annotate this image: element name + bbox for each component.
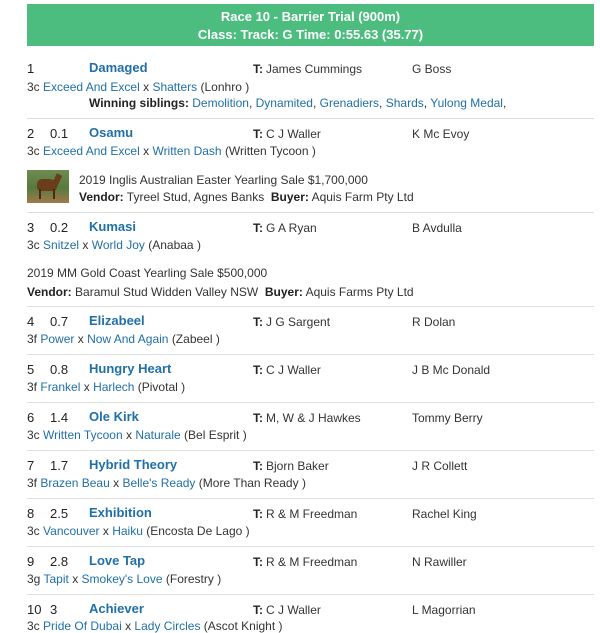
vendor-label: Vendor: (27, 285, 72, 299)
separator: , (248, 96, 253, 110)
buyer-name: Aquis Farm Pty Ltd (311, 190, 414, 204)
trainer-prefix: T: (253, 603, 263, 617)
jockey-name: Rachel King (412, 507, 477, 521)
sire-link[interactable]: Vancouver (43, 524, 100, 538)
age-sex: 3c (27, 428, 40, 442)
breeding-line (27, 428, 247, 442)
runner-position: 1 (27, 61, 35, 76)
jockey-name: J B Mc Donald (412, 363, 491, 377)
trainer-prefix: T: (253, 507, 263, 521)
age-sex: 3f (27, 380, 38, 394)
breeding-line (27, 332, 220, 346)
sibling-link[interactable]: Demolition (192, 96, 249, 110)
age-sex: 3c (27, 524, 40, 538)
runner-position: 9 (27, 554, 35, 569)
damsire: (More Than Ready ) (198, 476, 306, 490)
age-sex: 3c (27, 144, 40, 158)
buyer-label: Buyer: (264, 285, 303, 299)
runner-margin: 0.2 (50, 220, 69, 235)
dam-link[interactable]: Written Dash (152, 144, 222, 158)
sire-link[interactable]: Exceed And Excel (43, 80, 140, 94)
cross-symbol: x (125, 428, 132, 442)
runner-name[interactable]: Exhibition (89, 505, 152, 520)
runner-position: 10 (27, 602, 42, 617)
vendor-name: Tyreel Stud, Agnes Banks (126, 190, 265, 204)
race-subtitle: Class: Track: G Time: 0:55.63 (35.77) (197, 27, 424, 42)
runner-name[interactable]: Achiever (89, 601, 144, 616)
trainer-name: R & M Freedman (266, 507, 358, 521)
runner-name[interactable]: Kumasi (89, 219, 136, 234)
runner-name[interactable]: Ole Kirk (89, 409, 139, 424)
breeding-line (27, 524, 250, 538)
cross-symbol: x (83, 380, 90, 394)
sale-info: 2019 MM Gold Coast Yearling Sale $500,000 (27, 266, 268, 280)
sire-link[interactable]: Power (40, 332, 75, 346)
runner-margin: 1.7 (50, 458, 69, 473)
dam-link[interactable]: Now And Again (87, 332, 169, 346)
breeding-line (27, 476, 306, 490)
age-sex: 3f (27, 476, 38, 490)
age-sex: 3c (27, 619, 40, 633)
race-header (27, 4, 594, 46)
divider (27, 306, 594, 307)
divider (27, 546, 594, 547)
trainer-name: Bjorn Baker (266, 459, 329, 473)
cross-symbol: x (113, 476, 120, 490)
runner-margin: 2.8 (50, 554, 69, 569)
runner-position: 4 (27, 314, 35, 329)
age-sex: 3g (27, 572, 41, 586)
age-sex: 3f (27, 332, 38, 346)
dam-link[interactable]: Harlech (93, 380, 135, 394)
runner-position: 6 (27, 410, 35, 425)
vendor-buyer (79, 190, 414, 204)
vendor-name: Baramul Stud Widden Valley NSW (75, 285, 259, 299)
separator: , (312, 96, 317, 110)
sibling-link[interactable]: Grenadiers (319, 96, 380, 110)
age-sex: 3c (27, 80, 40, 94)
jockey-name: L Magorrian (412, 603, 476, 617)
runner-name[interactable]: Elizabeel (89, 313, 145, 328)
sire-link[interactable]: Frankel (40, 380, 81, 394)
dam-link[interactable]: Belle's Ready (122, 476, 196, 490)
damsire: (Bel Esprit ) (184, 428, 247, 442)
jockey-name: N Rawiller (412, 555, 467, 569)
sibling-link[interactable]: Yulong Medal (430, 96, 503, 110)
divider (27, 498, 594, 499)
trainer-name: M, W & J Hawkes (266, 411, 361, 425)
damsire: (Ascot Knight ) (203, 619, 283, 633)
trainer-prefix: T: (253, 363, 263, 377)
runner-name[interactable]: Osamu (89, 125, 134, 140)
damsire: (Lonhro ) (200, 80, 250, 94)
trainer-name: C J Waller (266, 603, 321, 617)
sire-link[interactable]: Snitzel (43, 238, 80, 252)
sire-link[interactable]: Pride Of Dubai (43, 619, 122, 633)
buyer-name: Aquis Farms Pty Ltd (305, 285, 414, 299)
siblings-label: Winning siblings: (89, 96, 189, 110)
sibling-link[interactable]: Shards (385, 96, 424, 110)
dam-link[interactable]: Haiku (112, 524, 143, 538)
sire-link[interactable]: Exceed And Excel (43, 144, 140, 158)
runner-margin: 2.5 (50, 506, 69, 521)
winning-siblings (89, 96, 506, 110)
trainer-prefix: T: (253, 411, 263, 425)
breeding-line (27, 238, 201, 252)
separator: , (423, 96, 428, 110)
jockey-name: Tommy Berry (412, 411, 483, 425)
damsire: (Pivotal ) (137, 380, 186, 394)
damsire: (Zabeel ) (171, 332, 220, 346)
breeding-line (27, 144, 316, 158)
trainer-name: R & M Freedman (266, 555, 358, 569)
sire-link[interactable]: Tapit (43, 572, 69, 586)
sire-link[interactable]: Written Tycoon (43, 428, 123, 442)
jockey-name: B Avdulla (412, 221, 462, 235)
jockey-name: K Mc Evoy (412, 127, 470, 141)
trainer-name: C J Waller (266, 363, 321, 377)
divider (27, 118, 594, 119)
runner-name[interactable]: Love Tap (89, 553, 146, 568)
damsire: (Written Tycoon ) (224, 144, 316, 158)
trainer-name: C J Waller (266, 127, 321, 141)
damsire: (Forestry ) (165, 572, 222, 586)
cross-symbol: x (102, 524, 109, 538)
trainer-name: G A Ryan (266, 221, 317, 235)
dam-link[interactable]: Naturale (135, 428, 181, 442)
breeding-line (27, 380, 185, 394)
damsire: (Encosta De Lago ) (146, 524, 250, 538)
breeding-line (27, 619, 283, 633)
vendor-label: Vendor: (79, 190, 124, 204)
runner-position: 7 (27, 458, 35, 473)
trainer-name: J G Sargent (266, 315, 331, 329)
dam-link[interactable]: Lady Circles (134, 619, 201, 633)
cross-symbol: x (82, 238, 89, 252)
age-sex: 3c (27, 238, 40, 252)
cross-symbol: x (72, 572, 79, 586)
dam-link[interactable]: Smokey's Love (81, 572, 163, 586)
trainer-prefix: T: (253, 315, 263, 329)
runner-name[interactable]: Damaged (89, 60, 148, 75)
divider (27, 354, 594, 355)
trainer-name: James Cummings (266, 62, 363, 76)
runner-margin: 0.8 (50, 362, 69, 377)
separator: , (379, 96, 383, 110)
jockey-name: R Dolan (412, 315, 456, 329)
separator: , (502, 96, 507, 110)
trainer-prefix: T: (253, 555, 263, 569)
divider (27, 212, 594, 213)
horse-photo[interactable] (27, 170, 69, 203)
runner-position: 5 (27, 362, 35, 377)
cross-symbol: x (143, 144, 150, 158)
jockey-name: G Boss (412, 62, 452, 76)
runner-name[interactable]: Hungry Heart (89, 361, 172, 376)
damsire: (Anabaa ) (148, 238, 201, 252)
runner-name[interactable]: Hybrid Theory (89, 457, 178, 472)
cross-symbol: x (77, 332, 84, 346)
jockey-name: J R Collett (412, 459, 468, 473)
dam-link[interactable]: Shatters (152, 80, 198, 94)
runner-position: 8 (27, 506, 35, 521)
runner-margin: 0.1 (50, 126, 69, 141)
dam-link[interactable]: World Joy (91, 238, 145, 252)
runner-position: 3 (27, 220, 35, 235)
trainer-prefix: T: (253, 221, 263, 235)
sire-link[interactable]: Brazen Beau (40, 476, 110, 490)
vendor-buyer (27, 285, 414, 299)
divider (27, 450, 594, 451)
trainer-prefix: T: (253, 62, 263, 76)
divider (27, 402, 594, 403)
race-title: Race 10 - Barrier Trial (900m) (220, 9, 401, 24)
sibling-link[interactable]: Dynamited (255, 96, 313, 110)
divider (27, 594, 594, 595)
sale-info: 2019 Inglis Australian Easter Yearling Sale $1,700,000 (79, 173, 368, 187)
breeding-line (27, 80, 249, 94)
runner-position: 2 (27, 126, 35, 141)
buyer-label: Buyer: (270, 190, 309, 204)
trainer-prefix: T: (253, 127, 263, 141)
cross-symbol: x (143, 80, 150, 94)
cross-symbol: x (125, 619, 132, 633)
trainer-prefix: T: (253, 459, 263, 473)
runner-margin: 1.4 (50, 410, 69, 425)
runner-margin: 0.7 (50, 314, 69, 329)
runner-margin: 3 (50, 602, 58, 617)
breeding-line (27, 572, 221, 586)
